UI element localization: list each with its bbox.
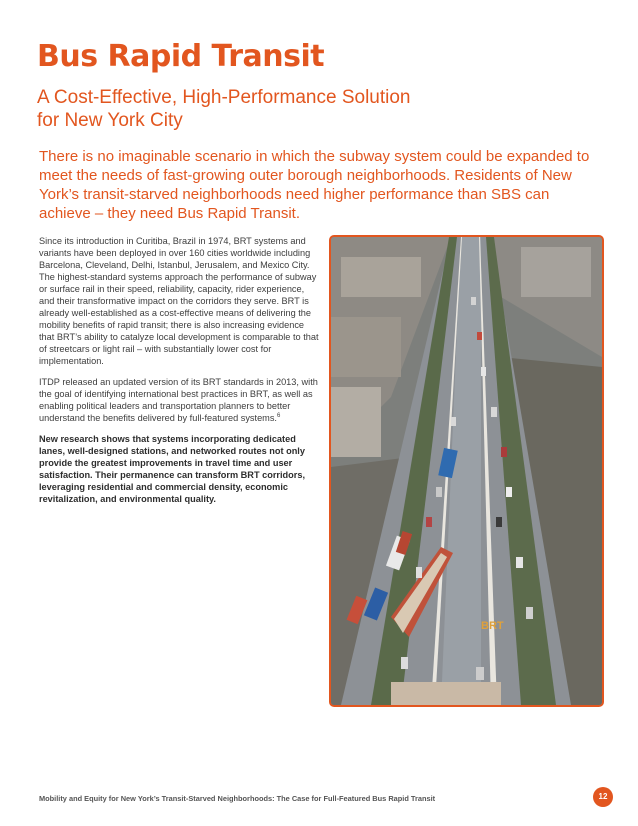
page-title: Bus Rapid Transit xyxy=(37,39,325,74)
footnote-marker: 6 xyxy=(277,412,281,419)
body-paragraph-3: New research shows that systems incorporating dedicated lanes, well-designed stations, and networked routes not only provide the greatest improvements in travel time and user satisfaction. Their permanence can transform BRT corridors, leveraging residential and commercial density, economic revitalization, and environmental quality. xyxy=(39,434,305,504)
subtitle-line-2: for New York City xyxy=(37,110,183,131)
body-paragraph-1: Since its introduction in Curitiba, Brazil in 1974, BRT systems and variants have been deployed in over 160 cities worldwide including Barcelona, Cleveland, Delhi, Istanbul, Jerusalem, and Mexico City. The highest-standard systems approach the performance of subway or surface rail in their speed, reliability, capacity, rider experience, and their transformative impact on the corridors they serve. BRT is already well-established as a cost-effective means of delivering the mobility benefits of rapid transit; there is also increasing evidence that BRT’s ability to catalyze local development is comparable to that of streetcars or light rail – with substantially lower cost for implementation. xyxy=(39,236,319,366)
footer-text: Mobility and Equity for New York’s Transit-Starved Neighborhoods: The Case for Full-Featured Bus Rapid Transit xyxy=(39,794,436,803)
subtitle-line-1: A Cost-Effective, High-Performance Solution xyxy=(37,87,411,108)
road-marking-brt: BRT xyxy=(481,620,504,632)
body-column xyxy=(39,235,321,514)
page-number-badge: 12 xyxy=(593,787,613,807)
page-subtitle xyxy=(37,86,537,132)
aerial-street-illustration xyxy=(331,237,602,705)
body-paragraph-2 xyxy=(39,376,321,424)
lead-paragraph: There is no imaginable scenario in which the subway system could be expanded to meet the needs of fast-growing outer borough neighborhoods. Residents of New York’s transit-starved neighborhoods need higher performance than SBS can achieve – they need Bus Rapid Transit. xyxy=(39,148,590,222)
body-paragraph-2-text: ITDP released an updated version of its BRT standards in 2013, with the goal of identifying international best practices in BRT, as well as enabling political leaders and transportation planners to better understand the benefits delivered by full-featured systems. xyxy=(39,377,318,423)
brt-corridor-photo xyxy=(329,235,604,707)
